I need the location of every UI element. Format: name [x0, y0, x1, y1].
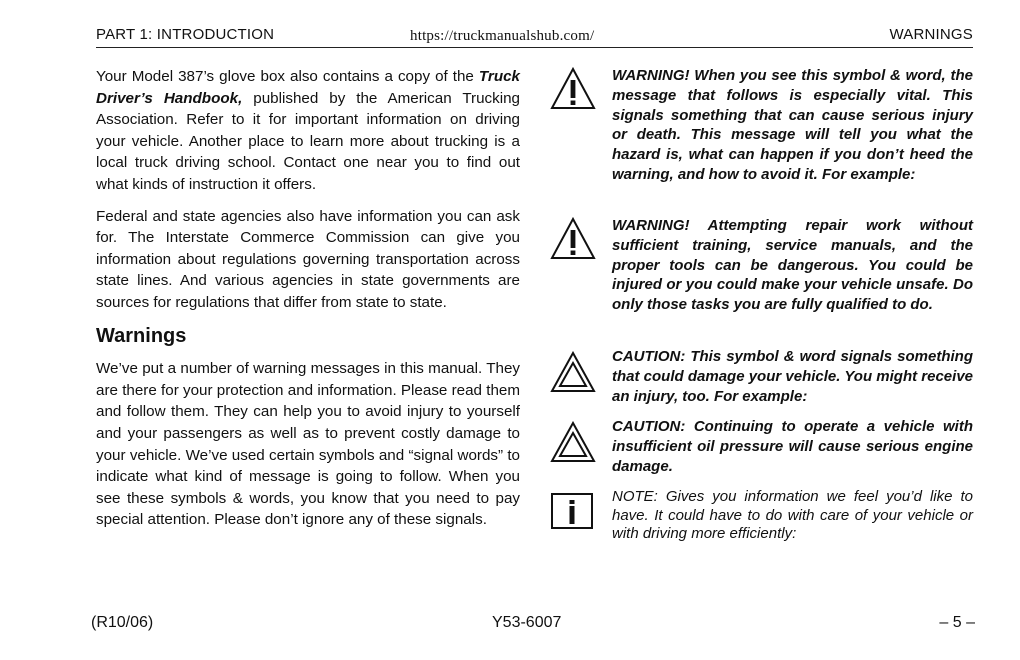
source-url[interactable]: https://truckmanualshub.com/ [410, 28, 595, 44]
caution-triangle-icon [550, 421, 598, 468]
left-column [96, 66, 520, 541]
note-message: NOTE: Gives you information we feel you’d like to have. It could have to do with care of your vehicle or with driving more efficiently: [612, 488, 973, 542]
paragraph-text: published by the American Trucking Association. Refer to it for important information on driving your vehicle. Another place to learn more about trucking is a local truck driving school. Contact one near you to find out what kinds of instruction it offers. [96, 89, 520, 193]
header-rule [96, 47, 973, 48]
caution-block-1 [550, 347, 973, 417]
warning-block-2 [550, 216, 973, 347]
note-block [550, 488, 973, 544]
running-header-topic: WARNINGS [889, 26, 973, 43]
right-column [550, 66, 973, 544]
info-icon [550, 492, 598, 535]
handbook-title: Truck Driver’s Handbook, [96, 68, 520, 107]
warning-message-1: WARNING! When you see this symbol & word, the message that follows is especially vital. This signals something that can cause serious injury or death. This message will tell you what the hazard is, what can happen if you don’t heed the warning, and how to avoid it. For example: [612, 67, 973, 183]
paragraph-text: Your Model 387’s glove box also contains a copy of the [96, 68, 479, 85]
section-heading-warnings: Warnings [96, 324, 187, 347]
paragraph-handbook [96, 66, 520, 196]
footer-doc-number: Y53-6007 [492, 614, 562, 631]
caution-block-2 [550, 417, 973, 488]
warning-block-1 [550, 66, 973, 216]
caution-message-2: CAUTION: Continuing to operate a vehicle with insufficient oil pressure will cause serious engine damage. [612, 418, 973, 475]
paragraph-warnings-intro: We’ve put a number of warning messages in this manual. They are there for your protection and information. Please read them and follow them. They can help you to avoid injury to yourself and your passengers as well as to prevent costly damage to your vehicle. We’ve used certain symbols and “signal words” to indicate what kind of message is going to follow. When you see these symbols & words, you know that you need to pay special attention. Please don’t ignore any of these signals. [96, 360, 520, 529]
warning-exclamation-icon [550, 66, 598, 115]
warning-message-2: WARNING! Attempting repair work without sufficient training, service manuals, and the proper tools can be dangerous. You could be injured or you could make your vehicle unsafe. Do only those tasks you are fully qualified to do. [612, 217, 973, 314]
paragraph-agencies: Federal and state agencies also have information you can ask for. The Interstate Commerce Commission can give you information about regulations governing transportation across state lines. And various agencies in state governments are sources for regulations that differ from state to state. [96, 207, 520, 311]
warning-exclamation-icon [550, 216, 598, 265]
running-header-section: PART 1: INTRODUCTION [96, 26, 275, 43]
caution-message-1: CAUTION: This symbol & word signals something that could damage your vehicle. You might receive an injury, too. For example: [612, 348, 973, 405]
footer-page-number: – 5 – [939, 614, 975, 631]
caution-triangle-icon [550, 351, 598, 398]
footer-revision: (R10/06) [91, 614, 154, 631]
